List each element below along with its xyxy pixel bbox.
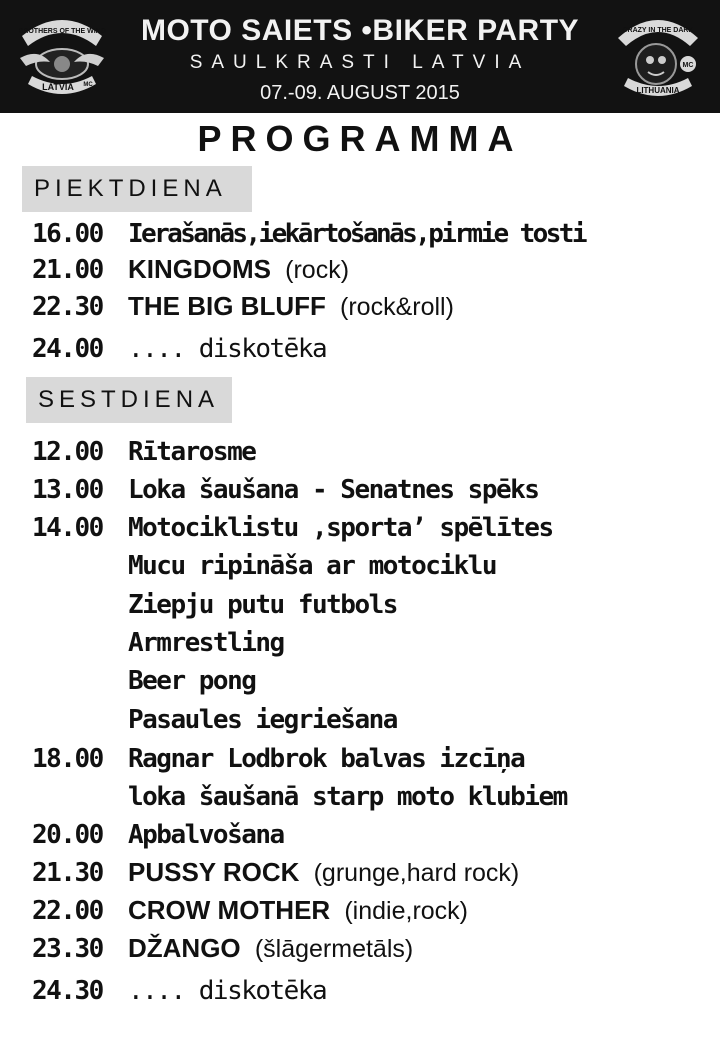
logo-right-bottom-text: LITHUANIA bbox=[636, 86, 680, 95]
item-time: 20.00 bbox=[32, 820, 103, 850]
saturday-item-11 bbox=[32, 816, 284, 854]
crazy-in-the-dark-logo bbox=[610, 6, 706, 106]
saturday-item-15 bbox=[32, 972, 326, 1010]
item-text: Apbalvošana bbox=[128, 820, 284, 850]
band-name: THE BIG BLUFF bbox=[128, 291, 326, 321]
item-text: Rītarosme bbox=[128, 437, 256, 467]
brothers-of-the-wind-logo bbox=[14, 6, 110, 106]
saturday-item-8 bbox=[128, 701, 397, 739]
item-text: Motociklistu ‚sporta’ spēlītes bbox=[128, 513, 553, 543]
saturday-item-7 bbox=[128, 662, 255, 700]
item-time: 18.00 bbox=[32, 744, 103, 774]
logo-right-badge: MC bbox=[682, 62, 694, 69]
logo-left-top-text: BROTHERS OF THE WIND bbox=[18, 28, 106, 35]
saturday-item-14 bbox=[32, 929, 413, 967]
saturday-item-13 bbox=[32, 891, 468, 929]
saturday-item-10 bbox=[128, 778, 567, 816]
band-name: PUSSY ROCK bbox=[128, 857, 300, 887]
item-time: 22.30 bbox=[32, 292, 103, 322]
item-time: 21.30 bbox=[32, 858, 103, 888]
saturday-item-12 bbox=[32, 853, 519, 891]
saturday-item-3 bbox=[32, 509, 553, 547]
band-genre: (rock) bbox=[285, 256, 350, 284]
band-name: CROW MOTHER bbox=[128, 895, 331, 925]
item-time: 21.00 bbox=[32, 255, 103, 285]
band-genre: (rock&roll) bbox=[340, 293, 454, 321]
item-text: .... diskotēka bbox=[128, 334, 327, 364]
saturday-item-2 bbox=[32, 471, 538, 509]
programme-title: PROGRAMMA bbox=[197, 118, 523, 159]
item-text: Beer pong bbox=[128, 666, 256, 696]
band-name: DŽANGO bbox=[128, 933, 241, 963]
item-text: Pasaules iegriešana bbox=[128, 705, 397, 735]
event-location: SAULKRASTI LATVIA bbox=[189, 52, 531, 73]
item-time: 24.00 bbox=[32, 334, 103, 364]
saturday-item-4 bbox=[128, 547, 496, 585]
item-time: 22.00 bbox=[32, 896, 103, 926]
friday-item-4 bbox=[32, 330, 326, 368]
item-time: 14.00 bbox=[32, 513, 103, 543]
item-text: Mucu ripināša ar motociklu bbox=[128, 551, 496, 581]
logo-right-top-text: CRAZY IN THE DARK bbox=[622, 27, 694, 34]
event-dates: 07.-09. AUGUST 2015 bbox=[260, 82, 460, 104]
friday-item-1 bbox=[32, 215, 585, 253]
item-text: Ziepju putu futbols bbox=[128, 590, 397, 620]
logo-left-bottom-text: LATVIA bbox=[42, 82, 74, 92]
item-text: Ierašanās,iekārtošanās,pirmie tosti bbox=[128, 219, 585, 249]
header-banner bbox=[0, 0, 720, 113]
friday-item-2 bbox=[32, 250, 349, 288]
event-title: MOTO SAIETS •BIKER PARTY bbox=[140, 14, 580, 47]
item-time: 13.00 bbox=[32, 475, 103, 505]
logo-left-badge: MC bbox=[83, 82, 93, 88]
friday-item-3 bbox=[32, 287, 454, 325]
band-genre: (grunge,hard rock) bbox=[313, 859, 520, 887]
item-text: Armrestling bbox=[128, 628, 284, 658]
item-text: Loka šaušana - Senatnes spēks bbox=[128, 475, 539, 505]
item-text: loka šaušanā starp moto klubiem bbox=[128, 782, 567, 812]
saturday-item-5 bbox=[128, 586, 397, 624]
item-time: 24.30 bbox=[32, 976, 103, 1006]
item-text: .... diskotēka bbox=[128, 976, 327, 1006]
saturday-label: SESTDIENA bbox=[26, 377, 232, 423]
band-genre: (indie,rock) bbox=[344, 897, 469, 925]
saturday-item-9 bbox=[32, 740, 524, 778]
item-text: Ragnar Lodbrok balvas izcīņa bbox=[128, 744, 525, 774]
saturday-item-6 bbox=[128, 624, 284, 662]
item-time: 16.00 bbox=[32, 219, 103, 249]
friday-label: PIEKTDIENA bbox=[22, 166, 252, 212]
saturday-item-1 bbox=[32, 433, 255, 471]
item-time: 23.30 bbox=[32, 934, 103, 964]
item-time: 12.00 bbox=[32, 437, 103, 467]
band-genre: (šlāgermetāls) bbox=[254, 935, 414, 963]
band-name: KINGDOMS bbox=[128, 254, 271, 284]
